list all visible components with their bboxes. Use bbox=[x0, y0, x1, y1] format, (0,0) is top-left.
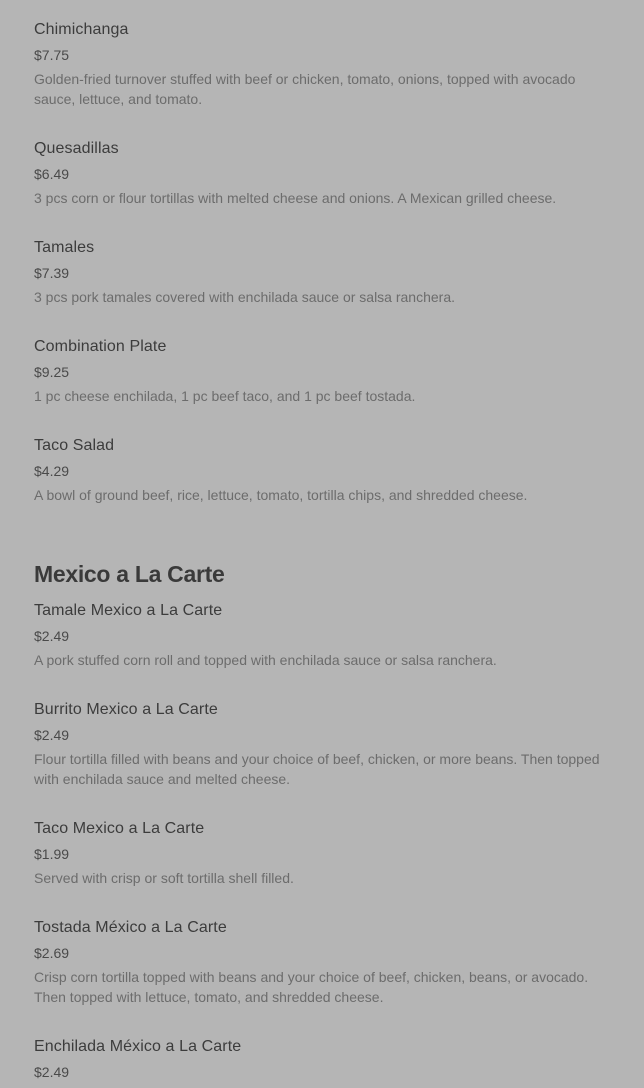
menu-item-name: Taco Mexico a La Carte bbox=[34, 820, 205, 837]
menu-item[interactable] bbox=[34, 601, 616, 670]
menu-item[interactable] bbox=[34, 918, 616, 1007]
menu-item[interactable] bbox=[34, 436, 616, 505]
menu-item[interactable] bbox=[34, 819, 616, 888]
menu-item-price: $7.39 bbox=[34, 265, 70, 281]
menu-item-description: 3 pcs pork tamales covered with enchilada sauce or salsa ranchera. bbox=[34, 289, 455, 305]
menu-item-name: Combination Plate bbox=[34, 338, 167, 355]
menu-item-name: Tostada México a La Carte bbox=[34, 919, 227, 936]
menu-item-price: $1.99 bbox=[34, 846, 70, 862]
menu-item-name: Tamale Mexico a La Carte bbox=[34, 602, 223, 619]
menu-item-price: $2.49 bbox=[34, 1064, 70, 1080]
menu-item-name: Tamales bbox=[34, 239, 95, 256]
menu-item-name: Enchilada México a La Carte bbox=[34, 1038, 242, 1055]
menu-item-description: Crisp corn tortilla topped with beans and your choice of beef, chicken, beans, or avocado. Then topped with lettuce, tomato, and shredded cheese. bbox=[34, 969, 589, 1005]
menu-item[interactable] bbox=[34, 1037, 616, 1082]
menu-item-price: $9.25 bbox=[34, 364, 70, 380]
menu-item-price: $7.75 bbox=[34, 47, 70, 63]
menu-item[interactable] bbox=[34, 139, 616, 208]
menu-item-price: $2.69 bbox=[34, 945, 70, 961]
menu-section-a-la-carte bbox=[0, 559, 644, 1082]
menu-item[interactable] bbox=[34, 20, 616, 109]
menu-item-price: $2.49 bbox=[34, 628, 70, 644]
menu-item-price: $4.29 bbox=[34, 463, 70, 479]
menu-item-price: $6.49 bbox=[34, 166, 70, 182]
menu-item-description: A pork stuffed corn roll and topped with enchilada sauce or salsa ranchera. bbox=[34, 652, 497, 668]
menu-item-name: Taco Salad bbox=[34, 437, 115, 454]
menu-item-name: Chimichanga bbox=[34, 21, 129, 38]
menu-item-description: 3 pcs corn or flour tortillas with melted cheese and onions. A Mexican grilled cheese. bbox=[34, 190, 557, 206]
menu-item-description: Served with crisp or soft tortilla shell filled. bbox=[34, 870, 294, 886]
menu-item[interactable] bbox=[34, 238, 616, 307]
menu-item-description: Golden-fried turnover stuffed with beef or chicken, tomato, onions, topped with avocado sauce, lettuce, and tomato. bbox=[34, 71, 576, 107]
menu-section-combos bbox=[0, 0, 644, 505]
menu-item-description: A bowl of ground beef, rice, lettuce, tomato, tortilla chips, and shredded cheese. bbox=[34, 487, 528, 503]
menu-item-description: Flour tortilla filled with beans and your choice of beef, chicken, or more beans. Then topped with enchilada sauce and melted cheese. bbox=[34, 751, 600, 787]
section-title: Mexico a La Carte bbox=[34, 561, 225, 587]
menu-item-name: Quesadillas bbox=[34, 140, 119, 157]
menu-item[interactable] bbox=[34, 337, 616, 406]
menu-item-description: 1 pc cheese enchilada, 1 pc beef taco, and 1 pc beef tostada. bbox=[34, 388, 416, 404]
menu-item-price: $2.49 bbox=[34, 727, 70, 743]
menu-item-name: Burrito Mexico a La Carte bbox=[34, 701, 218, 718]
menu-item[interactable] bbox=[34, 700, 616, 789]
